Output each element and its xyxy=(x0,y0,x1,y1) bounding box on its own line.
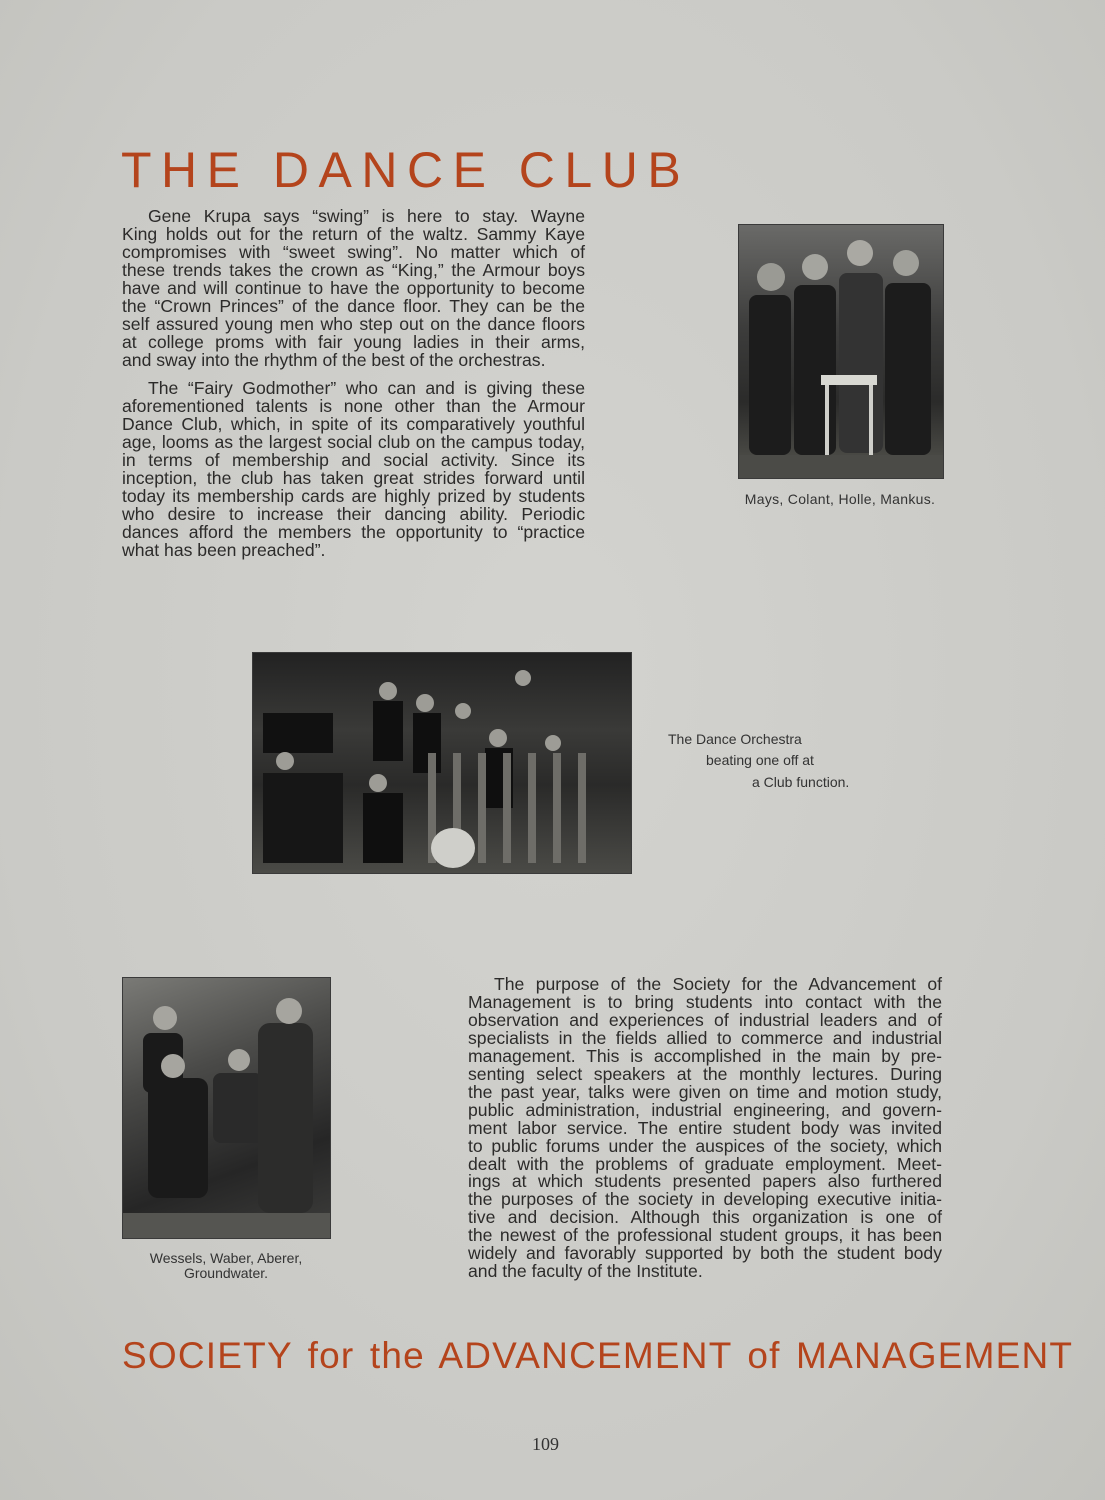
four-men-standing-figure xyxy=(739,225,943,478)
paragraph-line: age, looms as the largest social club on the campus today, xyxy=(122,431,585,452)
page-number: 109 xyxy=(532,1434,559,1454)
paragraph-line: tive and decision. Although this organization is one of xyxy=(468,1207,942,1228)
photo-dance-orchestra xyxy=(252,652,632,874)
dance-club-title: THE DANCE CLUB xyxy=(121,142,691,198)
paragraph-line: widely and favorably supported by both the student body xyxy=(468,1243,942,1264)
paragraph-line: who desire to increase their dancing ability. Periodic xyxy=(122,503,585,524)
paragraph-line: management. This is accomplished in the main by pre- xyxy=(468,1045,942,1066)
paragraph-line: have and will continue to have the opportunity to become xyxy=(122,277,585,298)
dance-club-paragraph-2 xyxy=(122,380,585,560)
photo2-caption-line-1: The Dance Orchestra xyxy=(668,731,802,747)
paragraph-line: what has been preached”. xyxy=(122,539,326,560)
paragraph-line: today its membership cards are highly prized by students xyxy=(122,485,585,506)
paragraph-line: at college proms with fair young ladies in their arms, xyxy=(122,331,585,352)
sam-paragraph xyxy=(468,976,942,1281)
paragraph-line: observation and experiences of industrial leaders and of xyxy=(468,1009,942,1030)
paragraph-line: Dance Club, which, in spite of its comparatively youthful xyxy=(122,413,585,434)
paragraph-line: specialists in the fields allied to commerce and industrial xyxy=(468,1027,942,1048)
photo-dance-club-officers xyxy=(738,224,944,479)
four-men-seated-figure xyxy=(123,978,330,1238)
photo1-caption: Mays, Colant, Holle, Mankus. xyxy=(744,491,936,507)
paragraph-line: ment labor service. The entire student body was invited xyxy=(468,1117,942,1138)
paragraph-line: self assured young men who step out on the dance floors xyxy=(122,313,585,334)
dance-club-paragraph-1 xyxy=(122,208,585,370)
paragraph-line: and the faculty of the Institute. xyxy=(468,1261,703,1282)
paragraph-line: King holds out for the return of the waltz. Sammy Kaye xyxy=(122,223,585,244)
paragraph-line: The purpose of the Society for the Advancement of xyxy=(494,974,942,994)
paragraph-line: aforementioned talents is none other than the Armour xyxy=(122,395,585,416)
paragraph-line: the purposes of the society in developing executive initia- xyxy=(468,1189,942,1210)
paragraph-line: dances afford the members the opportunity to “practice xyxy=(122,521,585,542)
paragraph-line: the past year, talks were given on time and motion study, xyxy=(468,1081,942,1102)
sam-title: SOCIETY for the ADVANCEMENT of MANAGEMENT xyxy=(122,1335,1074,1376)
paragraph-line: dealt with the problems of graduate employment. Meet- xyxy=(468,1153,942,1174)
paragraph-line: these trends takes the crown as “King,” the Armour boys xyxy=(122,259,585,280)
paragraph-line: Gene Krupa says “swing” is here to stay. Wayne xyxy=(148,206,585,226)
photo2-caption-line-3: a Club function. xyxy=(752,774,850,790)
paragraph-line: the “Crown Princes” of the dance floor. They can be the xyxy=(122,295,585,316)
paragraph-line: compromises with “sweet swing”. No matter which of xyxy=(122,241,585,262)
orchestra-figure xyxy=(253,653,631,873)
photo2-caption-line-2: beating one off at xyxy=(706,752,814,768)
paragraph-line: inception, the club has taken great strides forward until xyxy=(122,467,585,488)
paragraph-line: and sway into the rhythm of the best of the orchestras. xyxy=(122,349,546,370)
paragraph-line: ings at which students presented papers also furthered xyxy=(468,1171,942,1192)
photo-sam-officers xyxy=(122,977,331,1239)
paragraph-line: senting select speakers at the monthly lectures. During xyxy=(468,1063,942,1084)
paragraph-line: public administration, industrial engineering, and govern- xyxy=(468,1099,942,1120)
paragraph-line: in terms of membership and social activity. Since its xyxy=(122,449,585,470)
paragraph-line: The “Fairy Godmother” who can and is giving these xyxy=(148,378,585,398)
paragraph-line: the newest of the professional student groups, it has been xyxy=(468,1225,942,1246)
paragraph-line: Management is to bring students into contact with the xyxy=(468,991,942,1012)
photo3-caption: Wessels, Waber, Aberer, Groundwater. xyxy=(149,1250,303,1281)
paragraph-line: to public forums under the auspices of the society, which xyxy=(468,1135,942,1156)
